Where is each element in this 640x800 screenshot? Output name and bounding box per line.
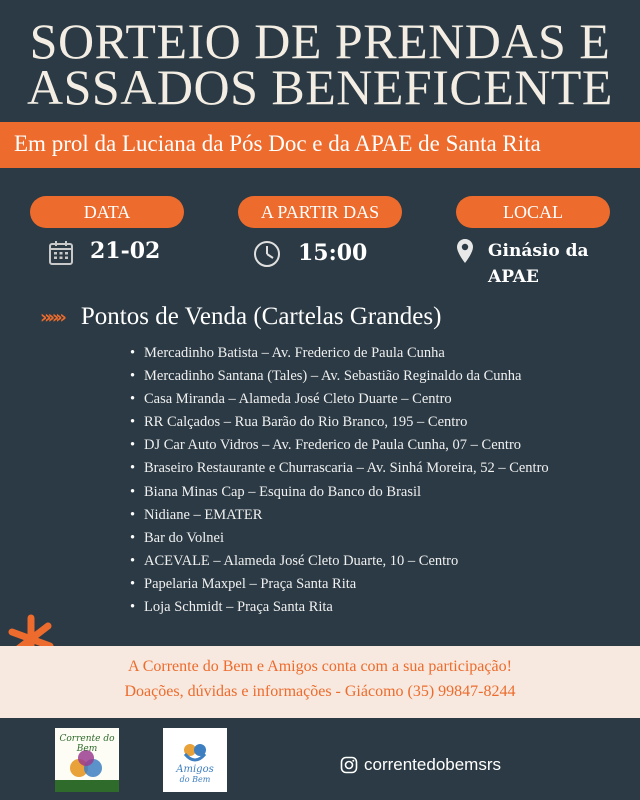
svg-text:do Bem: do Bem xyxy=(179,775,211,784)
list-item: • Loja Schmidt – Praça Santa Rita xyxy=(130,596,549,619)
location-pin-icon xyxy=(456,238,474,264)
date-value: 21-02 xyxy=(90,238,161,264)
location-value: Ginásio da APAE xyxy=(488,241,589,287)
instagram-handle[interactable] xyxy=(340,755,501,775)
list-item: • Biana Minas Cap – Esquina do Banco do Brasil xyxy=(130,481,549,504)
list-item: • Nidiane – EMATER xyxy=(130,504,549,527)
amigos-do-bem-logo xyxy=(163,728,227,792)
list-item: • DJ Car Auto Vidros – Av. Frederico de Paula Cunha, 07 – Centro xyxy=(130,434,549,457)
list-item: • Casa Miranda – Alameda José Cleto Duarte – Centro xyxy=(130,388,549,411)
footer-line-1: A Corrente do Bem e Amigos conta com a sua participação! xyxy=(128,658,512,675)
subtitle: Em prol da Luciana da Pós Doc e da APAE de Santa Rita xyxy=(14,131,541,156)
date-label: DATA xyxy=(30,196,184,228)
list-item: • RR Calçados – Rua Barão do Rio Branco, 195 – Centro xyxy=(130,411,549,434)
subtitle-bar xyxy=(0,122,640,168)
instagram-icon xyxy=(340,756,358,774)
svg-text:Corrente do: Corrente do xyxy=(59,734,115,744)
sales-points-heading xyxy=(40,302,441,332)
sales-points-list xyxy=(130,342,549,619)
list-item: • Bar do Volnei xyxy=(130,527,549,550)
list-item: • Braseiro Restaurante e Churrascaria – Av. Sinhá Moreira, 52 – Centro xyxy=(130,457,549,480)
footer-band xyxy=(0,646,640,718)
footer-line-2: Doações, dúvidas e informações - Giácomo (35) 99847-8244 xyxy=(124,683,516,700)
title-line-1: SORTEIO DE PRENDAS E xyxy=(29,13,611,69)
arrows-icon: »»» xyxy=(40,306,63,328)
instagram-handle-text: correntedobemsrs xyxy=(364,755,502,774)
location-label: LOCAL xyxy=(456,196,610,228)
corrente-do-bem-logo xyxy=(55,728,119,792)
title-line-2: ASSADOS BENEFICENTE xyxy=(27,59,613,115)
list-item: • Mercadinho Santana (Tales) – Av. Sebastião Reginaldo da Cunha xyxy=(130,365,549,388)
calendar-icon xyxy=(48,240,74,266)
clock-icon xyxy=(253,240,281,268)
list-item: • ACEVALE – Alameda José Cleto Duarte, 10 – Centro xyxy=(130,550,549,573)
page-title xyxy=(0,13,640,115)
svg-text:Bem: Bem xyxy=(76,744,98,754)
time-label: A PARTIR DAS xyxy=(238,196,402,228)
list-item: • Papelaria Maxpel – Praça Santa Rita xyxy=(130,573,549,596)
svg-text:Amigos: Amigos xyxy=(176,764,214,775)
section-title: Pontos de Venda (Cartelas Grandes) xyxy=(80,303,442,330)
time-value: 15:00 xyxy=(298,240,368,266)
list-item: • Mercadinho Batista – Av. Frederico de Paula Cunha xyxy=(130,342,549,365)
